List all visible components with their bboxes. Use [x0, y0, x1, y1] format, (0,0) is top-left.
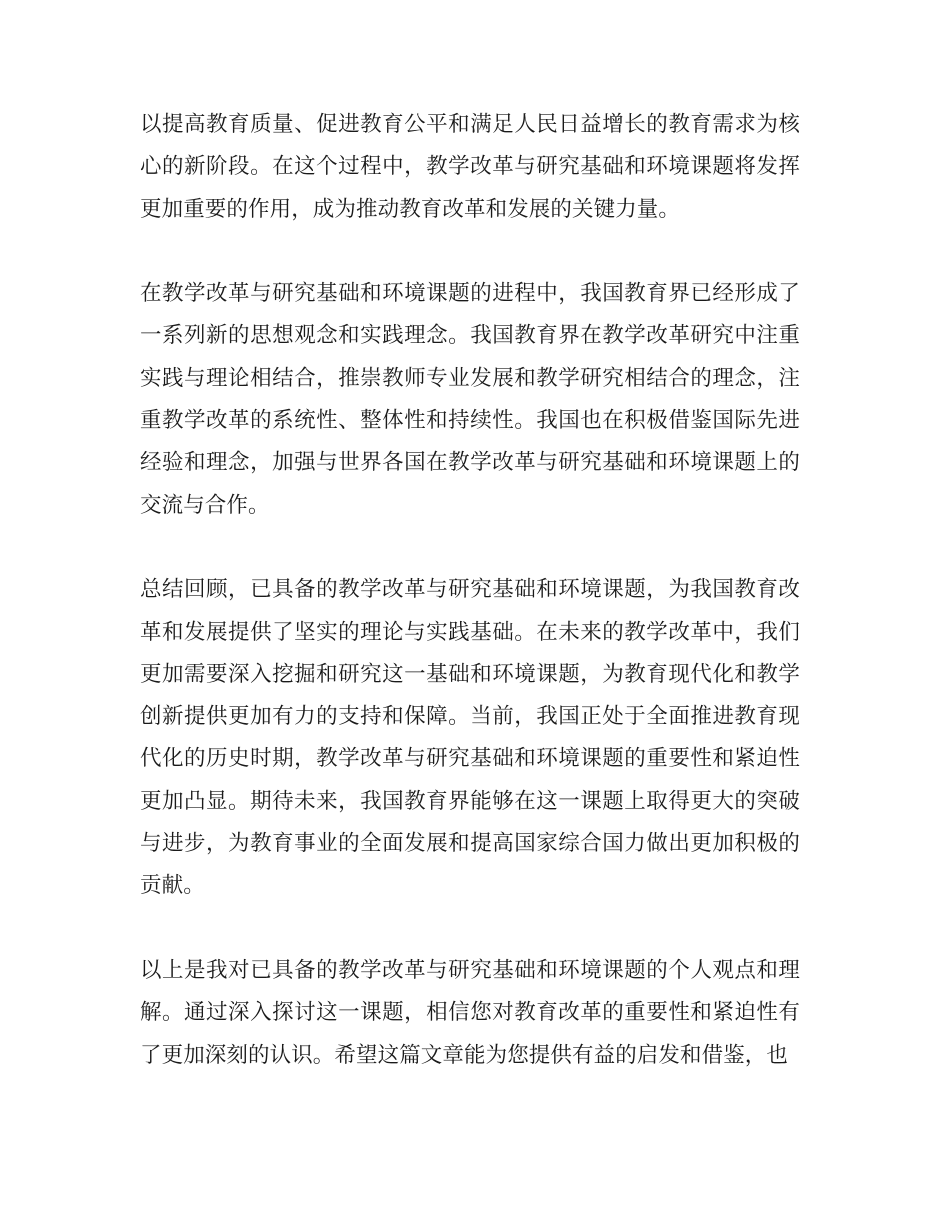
paragraph-4: 以上是我对已具备的教学改革与研究基础和环境课题的个人观点和理解。通过深入探讨这一课题，相信您对教育改革的重要性和紧迫性有了更加深刻的认识。希望这篇文章能为您提供有益的启发和借鉴，也 [140, 957, 800, 1068]
paragraph-2: 在教学改革与研究基础和环境课题的进程中，我国教育界已经形成了一系列新的思想观念和实践理念。我国教育界在教学改革研究中注重实践与理论相结合，推崇教师专业发展和教学研究相结合的理念，注重教学改革的系统性、整体性和持续性。我国也在积极借鉴国际先进经验和理念，加强与世界各国在教学改革与研究基础和环境课题上的交流与合作。 [140, 281, 800, 518]
document-body [140, 104, 800, 1077]
paragraph-3: 总结回顾，已具备的教学改革与研究基础和环境课题，为我国教育改革和发展提供了坚实的理论与实践基础。在未来的教学改革中，我们更加需要深入挖掘和研究这一基础和环境课题，为教育现代化和教学创新提供更加有力的支持和保障。当前，我国正处于全面推进教育现代化的历史时期，教学改革与研究基础和环境课题的重要性和紧迫性更加凸显。期待未来，我国教育界能够在这一课题上取得更大的突破与进步，为教育事业的全面发展和提高国家综合国力做出更加积极的贡献。 [140, 577, 800, 899]
paragraph-1: 以提高教育质量、促进教育公平和满足人民日益增长的教育需求为核心的新阶段。在这个过程中，教学改革与研究基础和环境课题将发挥更加重要的作用，成为推动教育改革和发展的关键力量。 [140, 112, 800, 222]
